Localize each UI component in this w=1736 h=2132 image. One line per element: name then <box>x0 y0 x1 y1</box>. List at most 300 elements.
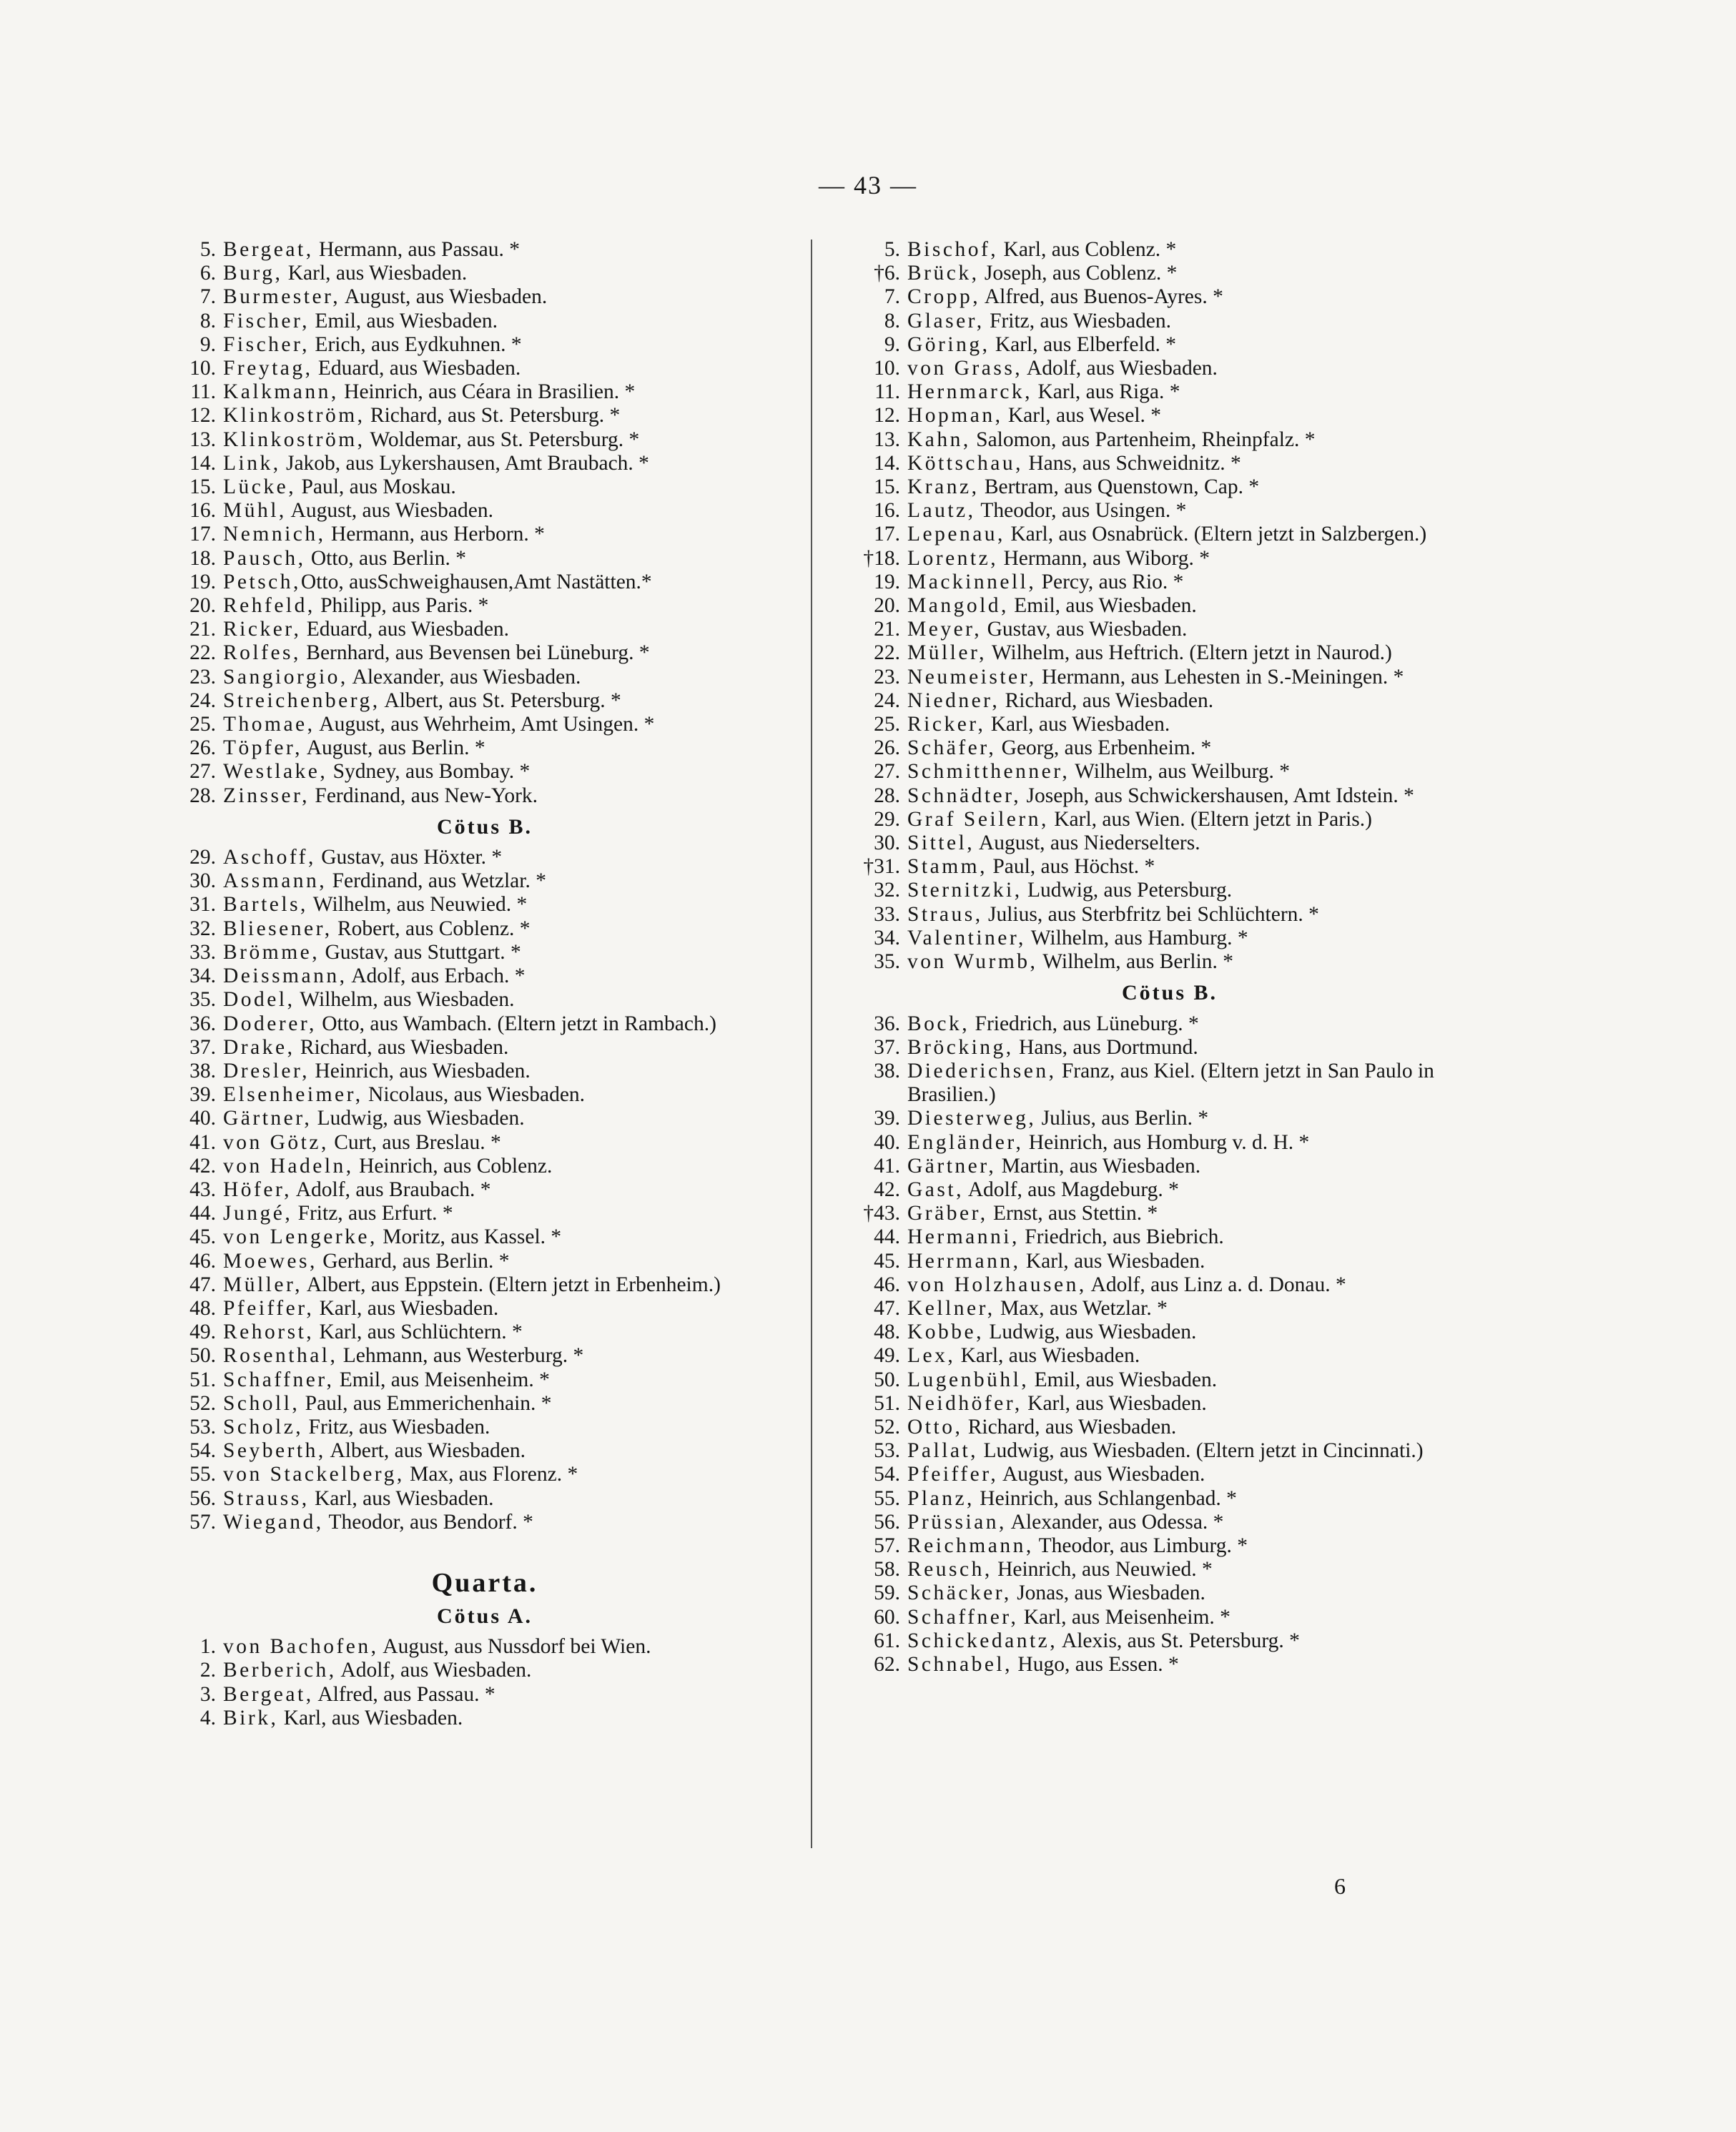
entry-number: 53. <box>189 1415 216 1438</box>
entry-text <box>223 452 792 475</box>
list-item <box>862 1558 1478 1581</box>
student-details: Wilhelm, aus Heftrich. (Eltern jetzt in Naurod.) <box>986 641 1392 665</box>
student-surname: von Grass, <box>907 357 1023 380</box>
student-surname: Elsenheimer, <box>223 1083 363 1107</box>
entry-text <box>907 903 1478 927</box>
student-surname: Schäfer, <box>907 736 997 760</box>
entry-text <box>907 1225 1478 1249</box>
student-surname: Müller, <box>907 641 987 665</box>
entry-text <box>223 1225 792 1249</box>
entry-number: 11. <box>190 380 216 404</box>
entry-text <box>223 1707 792 1730</box>
student-details: Wilhelm, aus Neuwied. * <box>307 893 528 917</box>
entry-number: 55. <box>189 1463 216 1486</box>
student-surname: Höfer, <box>223 1178 292 1201</box>
student-surname: Drake, <box>223 1035 295 1059</box>
student-surname: Jungé, <box>223 1202 293 1225</box>
list-item <box>862 357 1478 380</box>
entry-text <box>223 1368 792 1392</box>
entry-number: 9. <box>199 332 216 356</box>
student-surname: Dodel, <box>223 988 295 1012</box>
entry-text <box>223 1439 792 1463</box>
list-item <box>862 903 1478 927</box>
entry-number: 7. <box>884 285 900 309</box>
student-surname: Rehfeld, <box>223 594 315 618</box>
student-details: Eduard, aus Wiesbaden. <box>312 357 521 380</box>
entry-number: 50. <box>189 1344 216 1368</box>
entry-text <box>907 1012 1478 1036</box>
student-details: Heinrich, aus Schlangenbad. * <box>974 1486 1237 1510</box>
entry-number: 31. <box>189 893 216 917</box>
student-details: Alfred, aus Passau. * <box>313 1682 495 1706</box>
student-surname: Burmester, <box>223 285 341 309</box>
entry-number: 5. <box>199 238 216 261</box>
student-details: Moritz, aus Kassel. * <box>377 1225 562 1249</box>
student-details: Philipp, aus Paris. * <box>315 594 489 618</box>
list-item <box>177 1344 792 1368</box>
entry-text <box>907 1511 1478 1534</box>
list-item <box>177 846 792 869</box>
entry-number: 16. <box>189 499 216 523</box>
signature-mark: 6 <box>1334 1873 1346 1899</box>
entry-number: 24. <box>189 689 216 712</box>
student-surname: Diesterweg, <box>907 1107 1037 1130</box>
student-details: Nicolaus, aus Wiesbaden. <box>363 1083 586 1107</box>
list-item <box>862 1107 1478 1130</box>
list-item <box>862 333 1478 357</box>
entry-number: 10. <box>189 357 216 380</box>
student-surname: Müller, <box>223 1273 302 1296</box>
student-details: Emil, aus Wiesbaden. <box>1029 1368 1218 1391</box>
list-item <box>862 1534 1478 1558</box>
list-item <box>862 1250 1478 1273</box>
list-item <box>177 641 792 665</box>
entry-text <box>907 1178 1478 1202</box>
student-surname: Birk, <box>223 1706 279 1729</box>
student-details: Emil, aus Wiesbaden. <box>310 309 498 332</box>
student-surname: Bock, <box>907 1012 970 1035</box>
entry-number: 19. <box>189 570 216 593</box>
student-details: Richard, aus Wiesbaden. <box>962 1415 1177 1438</box>
student-surname: Hopman, <box>907 404 1003 428</box>
student-details: Max, aus Wetzlar. * <box>995 1296 1168 1320</box>
entry-number: 35. <box>874 950 900 974</box>
list-item <box>177 1511 792 1534</box>
entry-text <box>223 1344 792 1368</box>
entry-text <box>223 357 792 380</box>
entry-number: 32. <box>189 917 216 940</box>
entry-number: 38. <box>189 1059 216 1082</box>
entry-text <box>223 1392 792 1416</box>
entry-number: 46. <box>874 1273 900 1296</box>
entry-number: 47. <box>874 1296 900 1320</box>
list-item <box>177 1321 792 1344</box>
student-details: Erich, aus Eydkuhnen. * <box>310 332 522 356</box>
entry-text <box>223 1131 792 1155</box>
entry-text <box>223 1155 792 1178</box>
entry-text <box>907 1416 1478 1439</box>
student-surname: Bergeat, <box>223 238 314 261</box>
list-item <box>862 310 1478 333</box>
student-surname: Mackinnell, <box>907 570 1037 593</box>
entry-text <box>907 760 1478 784</box>
list-item <box>862 666 1478 689</box>
list-item <box>862 1273 1478 1297</box>
student-details: Friedrich, aus Lüneburg. * <box>970 1012 1199 1035</box>
student-details: Richard, aus St. Petersburg. * <box>365 404 621 428</box>
student-details: Hans, aus Dortmund. <box>1013 1035 1198 1059</box>
student-details: Karl, aus Wiesbaden. <box>278 1706 463 1729</box>
student-details: Hermann, aus Herborn. * <box>325 523 545 546</box>
list-item <box>177 285 792 309</box>
student-surname: Brömme, <box>223 940 320 964</box>
list-item <box>177 941 792 964</box>
student-details: Adolf, aus Wiesbaden. <box>1022 357 1218 380</box>
entry-number: 39. <box>874 1107 900 1130</box>
entry-text <box>223 380 792 404</box>
student-details: Martin, aus Wiesbaden. <box>996 1154 1201 1178</box>
student-surname: Gärtner, <box>223 1107 312 1130</box>
list-item <box>862 784 1478 808</box>
student-surname: Bergeat, <box>223 1682 314 1706</box>
student-surname: Straus, <box>907 902 983 926</box>
student-surname: Sternitzki, <box>907 879 1022 902</box>
entry-number: 48. <box>189 1296 216 1320</box>
entry-text <box>223 1297 792 1321</box>
entry-number: 56. <box>874 1510 900 1534</box>
entry-text <box>907 357 1478 380</box>
student-surname: Burg, <box>223 262 283 285</box>
student-details: Karl, aus Riga. * <box>1032 380 1180 404</box>
entry-number: 41. <box>189 1130 216 1154</box>
student-details: Georg, aus Erbenheim. * <box>996 736 1212 760</box>
student-details: Bertram, aus Quenstown, Cap. * <box>979 475 1260 499</box>
list-item <box>862 1225 1478 1249</box>
entry-number: 20. <box>874 594 900 618</box>
student-surname: Schaffner, <box>907 1605 1019 1629</box>
entry-number: 23. <box>189 665 216 689</box>
student-surname: Brück, <box>907 262 980 285</box>
student-surname: von Götz, <box>223 1130 329 1154</box>
entry-number: 23. <box>874 665 900 689</box>
entry-text <box>223 713 792 736</box>
student-surname: Schäcker, <box>907 1581 1012 1605</box>
entry-number: 53. <box>874 1439 900 1463</box>
student-details: Julius, aus Sterbfritz bei Schlüchtern. * <box>982 902 1319 926</box>
student-details: Paul, aus Höchst. * <box>987 855 1155 879</box>
list-item <box>177 1178 792 1202</box>
list-item <box>862 1297 1478 1321</box>
student-surname: Graf Seilern, <box>907 807 1049 831</box>
list-item <box>862 1155 1478 1178</box>
list-item <box>177 428 792 452</box>
student-surname: Reichmann, <box>907 1534 1034 1557</box>
list-item <box>177 499 792 523</box>
entry-number: 8. <box>199 309 216 332</box>
list-item <box>177 333 792 357</box>
student-details: August, aus Niederselters. <box>975 831 1200 855</box>
entry-number: 37. <box>189 1035 216 1059</box>
entry-number: 62. <box>874 1652 900 1676</box>
entry-number: 27. <box>874 760 900 784</box>
list-item <box>862 1629 1478 1653</box>
student-details: Karl, aus Osnabrück. (Eltern jetzt in Salzbergen.) <box>1005 523 1427 546</box>
student-surname: Lorentz, <box>907 546 999 570</box>
student-details: Adolf, aus Braubach. * <box>292 1178 491 1201</box>
student-surname: Stamm, <box>907 855 987 879</box>
student-surname: Köttschau, <box>907 451 1023 475</box>
student-details: Jakob, aus Lykershausen, Amt Braubach. * <box>280 451 649 475</box>
list-item <box>177 689 792 713</box>
student-surname: Gast, <box>907 1178 964 1201</box>
entry-number: 21. <box>189 618 216 641</box>
student-surname: Lepenau, <box>907 523 1005 546</box>
list-item <box>177 713 792 736</box>
list-item <box>862 1131 1478 1155</box>
list-item <box>177 238 792 262</box>
student-surname: Berberich, <box>223 1659 337 1682</box>
student-surname: Sangiorgio, <box>223 665 348 689</box>
student-details: Wilhelm, aus Weilburg. * <box>1070 760 1291 784</box>
entry-text <box>223 1060 792 1083</box>
entry-number: 19. <box>874 570 900 593</box>
entry-number: 28. <box>874 784 900 807</box>
student-details: Otto, aus Berlin. * <box>305 546 466 570</box>
entry-text <box>223 917 792 941</box>
student-details: Hermann, aus Passau. * <box>313 238 520 261</box>
student-details: Albert, aus St. Petersburg. * <box>380 689 621 712</box>
student-surname: Scholz, <box>223 1415 304 1438</box>
entry-number: 45. <box>189 1225 216 1249</box>
list-item <box>862 1511 1478 1534</box>
student-surname: Wiegand, <box>223 1510 324 1534</box>
entry-text <box>907 641 1478 665</box>
entry-number: 29. <box>874 807 900 831</box>
entry-text <box>907 285 1478 309</box>
entry-number: 59. <box>874 1581 900 1605</box>
student-details: Emil, aus Meisenheim. * <box>334 1368 550 1391</box>
entry-text <box>907 1250 1478 1273</box>
student-surname: Valentiner, <box>907 926 1026 949</box>
student-details: Adolf, aus Magdeburg. * <box>963 1178 1179 1201</box>
entry-number: 51. <box>189 1368 216 1391</box>
entry-number: 8. <box>884 309 900 332</box>
student-details: Otto, aus Wambach. (Eltern jetzt in Rambach.) <box>316 1012 716 1035</box>
entry-number: 40. <box>189 1107 216 1130</box>
student-details: Joseph, aus Coblenz. * <box>979 262 1178 285</box>
student-details: Eduard, aus Wiesbaden. <box>301 618 510 641</box>
entry-number: †6. <box>874 262 900 285</box>
entry-number: 34. <box>874 926 900 949</box>
entry-number: 2. <box>199 1659 216 1682</box>
entry-text <box>223 869 792 893</box>
student-details: Richard, aus Wiesbaden. <box>1000 689 1214 712</box>
entry-text <box>223 846 792 869</box>
student-details: Karl, aus Wiesbaden. <box>314 1296 499 1320</box>
student-surname: Thomae, <box>223 713 315 736</box>
entry-text <box>907 1558 1478 1581</box>
entry-text <box>223 475 792 499</box>
student-details: Ernst, aus Stettin. * <box>987 1202 1158 1225</box>
entry-text <box>907 1606 1478 1629</box>
list-item <box>177 594 792 618</box>
entry-number: 29. <box>189 846 216 869</box>
list-item <box>862 950 1478 974</box>
student-details: August, aus Nussdorf bei Wien. <box>378 1635 651 1659</box>
student-surname: von Hadeln, <box>223 1154 354 1178</box>
list-item <box>177 784 792 808</box>
entry-text <box>907 1534 1478 1558</box>
student-details: Hugo, aus Essen. * <box>1012 1652 1179 1676</box>
entry-text <box>907 1653 1478 1677</box>
student-surname: Pfeiffer, <box>223 1296 315 1320</box>
student-details: Karl, aus Wesel. * <box>1002 404 1162 428</box>
entry-number: 37. <box>874 1035 900 1059</box>
student-details: Lehmann, aus Westerburg. * <box>337 1344 584 1368</box>
entry-text <box>907 1297 1478 1321</box>
entry-text <box>223 499 792 523</box>
entry-text <box>223 1250 792 1273</box>
list-item <box>862 1653 1478 1677</box>
entry-text <box>223 547 792 571</box>
student-surname: Kellner, <box>907 1296 995 1320</box>
entry-text <box>223 1463 792 1486</box>
student-details: Karl, aus Wiesbaden. <box>1020 1249 1205 1273</box>
student-details: August, aus Berlin. * <box>302 736 485 760</box>
list-item <box>862 713 1478 736</box>
student-surname: Meyer, <box>907 618 982 641</box>
entry-number: 27. <box>189 760 216 784</box>
entry-number: 49. <box>189 1321 216 1344</box>
section-heading: Cötus A. <box>436 1604 533 1628</box>
entry-text <box>907 1107 1478 1130</box>
entry-number: 41. <box>874 1154 900 1178</box>
list-item <box>862 618 1478 641</box>
entry-text <box>223 310 792 333</box>
entry-text <box>223 238 792 262</box>
entry-number: 17. <box>189 523 216 546</box>
section-heading: Cötus B. <box>436 814 533 839</box>
student-surname: Hernmarck, <box>907 380 1033 404</box>
list-item <box>862 1060 1478 1107</box>
entry-text <box>223 784 792 808</box>
student-details: Max, aus Florenz. * <box>404 1463 578 1486</box>
entry-number: 3. <box>199 1682 216 1706</box>
entry-text <box>223 285 792 309</box>
entry-number: 28. <box>189 784 216 807</box>
entry-number: 47. <box>189 1273 216 1296</box>
student-surname: Engländer, <box>907 1130 1024 1154</box>
student-details: Alexis, aus St. Petersburg. * <box>1057 1629 1300 1652</box>
student-surname: von Wurmb, <box>907 950 1038 974</box>
student-surname: Hermanni, <box>907 1225 1020 1249</box>
list-item <box>862 262 1478 285</box>
entry-text <box>223 1012 792 1036</box>
entry-number: 44. <box>189 1202 216 1225</box>
entry-text <box>907 1629 1478 1653</box>
entry-text <box>907 594 1478 618</box>
student-details: Alexander, aus Wiesbaden. <box>347 665 581 689</box>
student-details: August, aus Wiesbaden. <box>286 499 493 523</box>
list-item <box>862 475 1478 499</box>
student-surname: Schnabel, <box>907 1652 1013 1676</box>
student-details: Wilhelm, aus Wiesbaden. <box>295 988 515 1012</box>
student-details: Richard, aus Wiesbaden. <box>295 1035 509 1059</box>
page-number: — 43 — <box>819 171 917 199</box>
list-item <box>862 571 1478 594</box>
list-item <box>862 1439 1478 1463</box>
list-item <box>177 404 792 428</box>
student-surname: Lautz, <box>907 499 976 523</box>
entry-text <box>907 475 1478 499</box>
student-surname: Diederichsen, <box>907 1059 1057 1082</box>
entry-text <box>223 1683 792 1707</box>
entry-number: 10. <box>874 357 900 380</box>
entry-number: 36. <box>874 1012 900 1035</box>
student-details: Bernhard, aus Bevensen bei Lüneburg. * <box>300 641 650 665</box>
entry-number: 38. <box>874 1059 900 1082</box>
entry-number: 33. <box>874 902 900 926</box>
list-item <box>177 1012 792 1036</box>
list-item <box>862 808 1478 831</box>
student-details: August, aus Wiesbaden. <box>998 1463 1205 1486</box>
student-surname: Schickedantz, <box>907 1629 1058 1652</box>
entry-text <box>907 333 1478 357</box>
student-surname: Pfeiffer, <box>907 1463 999 1486</box>
student-surname: Planz, <box>907 1486 975 1510</box>
entry-text <box>907 1487 1478 1511</box>
entry-text <box>223 1635 792 1659</box>
entry-text <box>907 1131 1478 1155</box>
list-item <box>862 499 1478 523</box>
entry-number: †31. <box>863 855 900 879</box>
entry-number: 20. <box>189 594 216 618</box>
entry-text <box>223 1659 792 1682</box>
list-item <box>177 571 792 594</box>
entry-text <box>223 1107 792 1130</box>
student-surname: Rosenthal, <box>223 1344 338 1368</box>
student-details: Karl, aus Elberfeld. * <box>990 332 1176 356</box>
student-surname: Prüssian, <box>907 1510 1007 1534</box>
entry-number: 52. <box>874 1415 900 1438</box>
student-details: Wilhelm, aus Berlin. * <box>1037 950 1233 974</box>
entry-number: 26. <box>189 736 216 760</box>
student-surname: Strauss, <box>223 1486 310 1510</box>
entry-number: 52. <box>189 1391 216 1415</box>
student-surname: Sittel, <box>907 831 975 855</box>
list-item <box>862 736 1478 760</box>
entry-number: 60. <box>874 1605 900 1629</box>
student-surname: Klinkoström, <box>223 404 365 428</box>
list-item <box>177 547 792 571</box>
entry-text <box>223 523 792 546</box>
entry-number: 7. <box>199 285 216 309</box>
list-item <box>177 357 792 380</box>
student-details: Sydney, aus Bombay. * <box>327 760 531 784</box>
entry-number: 43. <box>189 1178 216 1201</box>
student-surname: Herrmann, <box>907 1249 1021 1273</box>
student-details: Alexander, aus Odessa. * <box>1006 1510 1224 1534</box>
entry-text <box>907 1321 1478 1344</box>
entry-number: †43. <box>863 1202 900 1225</box>
list-item <box>177 1131 792 1155</box>
entry-text <box>223 1487 792 1511</box>
entry-text <box>223 941 792 964</box>
entry-text <box>223 689 792 713</box>
student-surname: Fischer, <box>223 309 310 332</box>
student-surname: Bartels, <box>223 893 308 917</box>
entry-number: 32. <box>874 879 900 902</box>
